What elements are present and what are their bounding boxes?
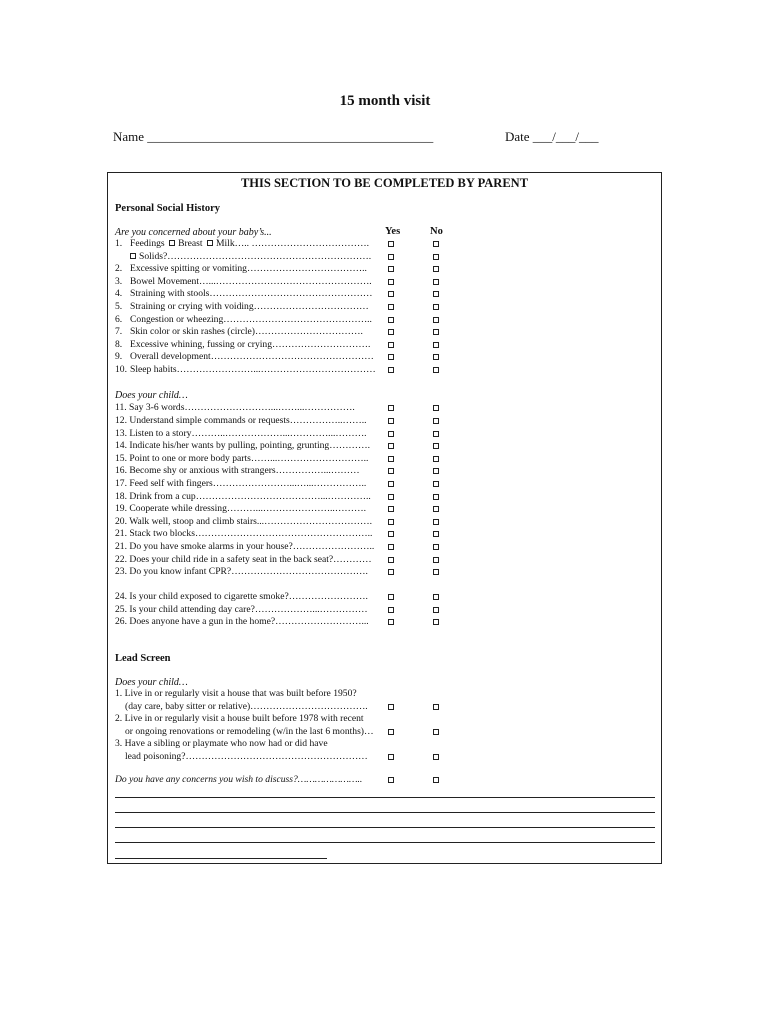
yes-checkbox[interactable]: [388, 619, 394, 625]
yes-checkbox[interactable]: [388, 531, 394, 537]
yes-checkbox[interactable]: [388, 729, 394, 735]
concerns-write-line[interactable]: [115, 812, 655, 813]
no-checkbox[interactable]: [433, 418, 439, 424]
no-checkbox[interactable]: [433, 704, 439, 710]
row-text: Congestion or wheezing………………………………………..: [130, 313, 372, 325]
list-item: [115, 263, 445, 276]
list-item: [115, 339, 445, 352]
parent-section-box: [107, 172, 662, 864]
yes-checkbox[interactable]: [388, 266, 394, 272]
feedings-label: Feedings: [130, 238, 165, 249]
lead-prompt: Does your child…: [115, 677, 188, 688]
solids-yes-checkbox[interactable]: [388, 254, 394, 260]
list-item: 18. Drink from a cup…………………………………...…………..: [115, 490, 371, 502]
lead-q2-line2: or ongoing renovations or remodeling (w/in the last 6 months)…: [125, 725, 374, 737]
date-field[interactable]: Date ___/___/___: [505, 129, 599, 144]
no-checkbox[interactable]: [433, 431, 439, 437]
no-checkbox[interactable]: [433, 367, 439, 373]
list-item: 21. Stack two blocks………………………………………………..: [115, 528, 373, 540]
milk-checkbox[interactable]: [207, 240, 213, 246]
no-checkbox[interactable]: [433, 557, 439, 563]
list-item: 24. Is your child exposed to cigarette smoke?…………………….: [115, 591, 368, 602]
yes-checkbox[interactable]: [388, 607, 394, 613]
no-checkbox[interactable]: [433, 481, 439, 487]
list-item: 22. Does your child ride in a safety seat in the back seat?…………: [115, 553, 372, 565]
concerns-write-line[interactable]: [115, 858, 327, 859]
yes-checkbox[interactable]: [388, 777, 394, 783]
no-checkbox[interactable]: [433, 291, 439, 297]
yes-checkbox[interactable]: [388, 506, 394, 512]
section-banner: THIS SECTION TO BE COMPLETED BY PARENT: [240, 176, 529, 190]
no-checkbox[interactable]: [433, 456, 439, 462]
yes-checkbox[interactable]: [388, 754, 394, 760]
list-item: [115, 314, 445, 327]
no-checkbox[interactable]: [433, 279, 439, 285]
yes-checkbox[interactable]: [388, 481, 394, 487]
yes-checkbox[interactable]: [388, 704, 394, 710]
no-checkbox[interactable]: [433, 544, 439, 550]
list-item: 23. Do you know infant CPR?…………………………………….: [115, 566, 368, 578]
yes-checkbox[interactable]: [388, 494, 394, 500]
list-item: 14. Indicate his/her wants by pulling, pointing, grunting………….: [115, 440, 371, 452]
solids-no-checkbox[interactable]: [433, 254, 439, 260]
list-item: 21. Do you have smoke alarms in your house?……………………..: [115, 541, 375, 552]
milk-label: Milk…..: [215, 238, 250, 249]
list-item: [115, 364, 445, 377]
row-number: 2.: [115, 263, 123, 275]
list-item: [115, 326, 445, 339]
row-text: Excessive whining, fussing or crying………………………….: [130, 338, 371, 350]
row-text: Skin color or skin rashes (circle)…………………………….: [130, 326, 363, 338]
no-checkbox[interactable]: [433, 266, 439, 272]
feedings-yes-checkbox[interactable]: [388, 241, 394, 247]
lead-q1-line2: (day care, baby sitter or relative)……………………………….: [125, 700, 368, 712]
baby-concerns-prompt: Are you concerned about your baby’s...: [115, 227, 272, 238]
solids-checkbox[interactable]: [130, 253, 136, 259]
yes-checkbox[interactable]: [388, 456, 394, 462]
feedings-no-checkbox[interactable]: [433, 241, 439, 247]
no-checkbox[interactable]: [433, 494, 439, 500]
yes-checkbox[interactable]: [388, 304, 394, 310]
breast-label: Breast: [178, 238, 203, 249]
list-item: 20. Walk well, stoop and climb stairs...…………………………….: [115, 515, 372, 527]
no-checkbox[interactable]: [433, 729, 439, 735]
row-text: Bowel Movement…...………………………………………….: [130, 275, 372, 287]
solids-label: Solids?……………………………………………………….: [139, 250, 372, 262]
yes-checkbox[interactable]: [388, 418, 394, 424]
no-checkbox[interactable]: [433, 531, 439, 537]
row-text: Straining with stools……………………………………………: [130, 288, 373, 300]
lead-q1-line1: 1. Live in or regularly visit a house that was built before 1950?: [115, 688, 357, 699]
yes-checkbox[interactable]: [388, 443, 394, 449]
row-number: 6.: [115, 313, 123, 325]
no-checkbox[interactable]: [433, 354, 439, 360]
yes-checkbox[interactable]: [388, 367, 394, 373]
row-number: 1.: [115, 238, 123, 249]
yes-checkbox[interactable]: [388, 317, 394, 323]
no-checkbox[interactable]: [433, 519, 439, 525]
no-checkbox[interactable]: [433, 506, 439, 512]
concerns-write-line[interactable]: [115, 827, 655, 828]
no-checkbox[interactable]: [433, 329, 439, 335]
yes-column-header: Yes: [385, 226, 401, 237]
yes-checkbox[interactable]: [388, 405, 394, 411]
name-field[interactable]: Name ____________________________________________: [113, 129, 434, 144]
no-checkbox[interactable]: [433, 619, 439, 625]
list-item: [115, 276, 445, 289]
feedings-row: [115, 238, 445, 251]
list-item: 12. Understand simple commands or requests……………..……..: [115, 415, 367, 426]
leader-dots: ……………………………….: [249, 238, 369, 249]
no-checkbox[interactable]: [433, 594, 439, 600]
no-checkbox[interactable]: [433, 443, 439, 449]
solids-row: [130, 251, 460, 264]
yes-checkbox[interactable]: [388, 544, 394, 550]
no-checkbox[interactable]: [433, 754, 439, 760]
yes-checkbox[interactable]: [388, 557, 394, 563]
no-checkbox[interactable]: [433, 342, 439, 348]
no-checkbox[interactable]: [433, 777, 439, 783]
lead-screen-heading: Lead Screen: [115, 653, 171, 664]
lead-q3-line1: 3. Have a sibling or playmate who now had or did have: [115, 738, 328, 750]
does-child-prompt: Does your child…: [115, 390, 188, 401]
list-item: [115, 288, 445, 301]
list-item: 26. Does anyone have a gun in the home?………………………...: [115, 616, 369, 628]
row-number: 8.: [115, 338, 123, 350]
lead-q2-line1: 2. Live in or regularly visit a house built before 1978 with recent: [115, 713, 364, 725]
yes-checkbox[interactable]: [388, 468, 394, 474]
row-number: 9.: [115, 351, 123, 363]
concerns-prompt: Do you have any concerns you wish to discuss?…………………..: [115, 774, 363, 785]
row-number: 10.: [115, 364, 127, 375]
row-text: Straining or crying with voiding………………………………: [130, 301, 369, 312]
list-item: [115, 301, 445, 314]
row-number: 4.: [115, 288, 123, 300]
yes-checkbox[interactable]: [388, 594, 394, 600]
lead-q3-line2: lead poisoning?…………………………………………………: [125, 751, 368, 762]
list-item: [115, 351, 445, 364]
no-checkbox[interactable]: [433, 607, 439, 613]
concerns-write-line[interactable]: [115, 797, 655, 798]
row-text: Excessive spitting or vomiting………………………………..: [130, 263, 367, 275]
no-checkbox[interactable]: [433, 569, 439, 575]
list-item: 17. Feed self with fingers……………………...…...……………..: [115, 478, 367, 489]
personal-social-heading: Personal Social History: [115, 203, 220, 214]
no-checkbox[interactable]: [433, 468, 439, 474]
no-column-header: No: [430, 226, 443, 237]
list-item: 16. Become shy or anxious with strangers……………...………: [115, 465, 360, 477]
concerns-write-line[interactable]: [115, 842, 655, 843]
row-text: Overall development……………………………………………: [130, 351, 374, 363]
no-checkbox[interactable]: [433, 304, 439, 310]
yes-checkbox[interactable]: [388, 342, 394, 348]
row-number: 3.: [115, 275, 123, 287]
row-text: Sleep habits……………………...………………………………: [130, 364, 376, 375]
list-item: 25. Is your child attending day care?………………...……………: [115, 603, 368, 615]
yes-checkbox[interactable]: [388, 519, 394, 525]
row-number: 7.: [115, 326, 123, 338]
yes-checkbox[interactable]: [388, 329, 394, 335]
no-checkbox[interactable]: [433, 317, 439, 323]
yes-checkbox[interactable]: [388, 431, 394, 437]
yes-checkbox[interactable]: [388, 279, 394, 285]
list-item: 11. Say 3-6 words………………………...……...…………….: [115, 402, 355, 414]
list-item: 13. Listen to a story………..………………...…………...……….: [115, 427, 367, 439]
list-item: 15. Point to one or more body parts……...………………………..: [115, 452, 369, 464]
yes-checkbox[interactable]: [388, 291, 394, 297]
yes-checkbox[interactable]: [388, 569, 394, 575]
list-item: 19. Cooperate while dressing………...…………………..……….: [115, 503, 367, 515]
yes-checkbox[interactable]: [388, 354, 394, 360]
no-checkbox[interactable]: [433, 405, 439, 411]
breast-checkbox[interactable]: [169, 240, 175, 246]
page-title: 15 month visit: [339, 93, 431, 109]
row-number: 5.: [115, 301, 123, 312]
